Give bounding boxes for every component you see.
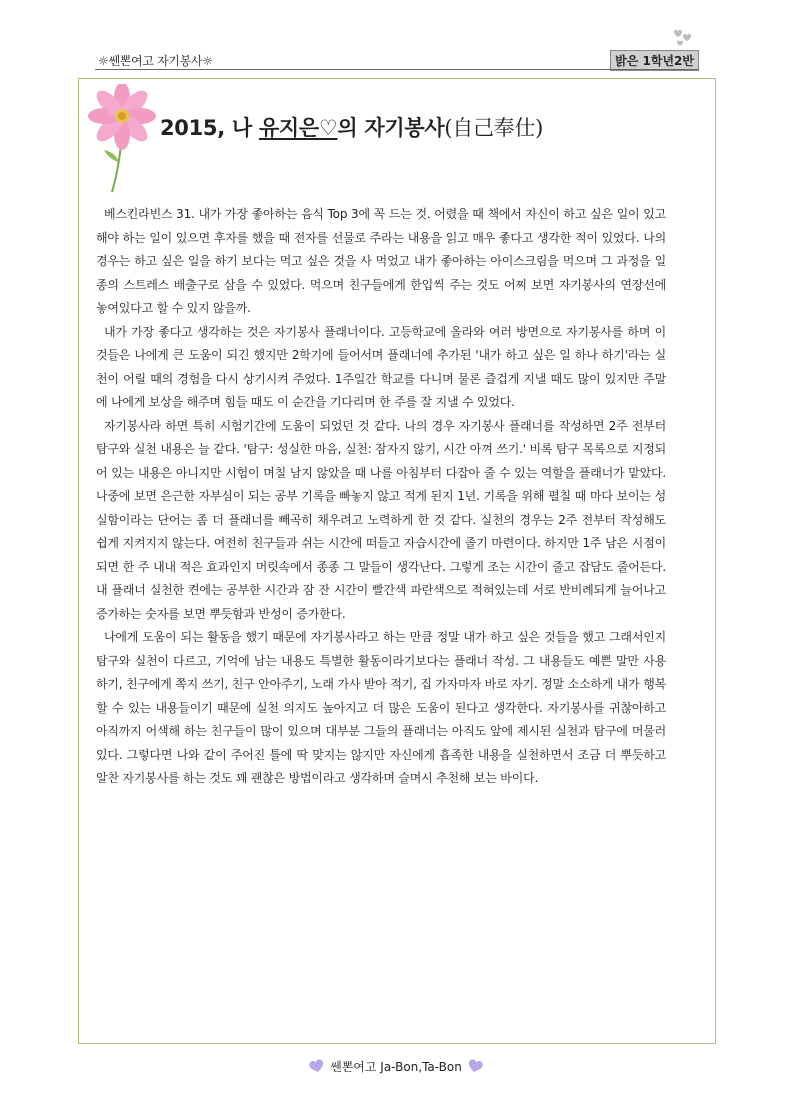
- title-suffix: 의 자기봉사: [337, 116, 445, 140]
- paragraph: 베스킨라빈스 31. 내가 가장 좋아하는 음식 Top 3에 꼭 드는 것. 어렸을 때 책에서 자신이 하고 싶은 일이 있고 해야 하는 일이 있으면 후자를 했을 때 전자를 선물로 주라는 내용을 읽고 매우 좋다고 생각한 적이 있었다. 나의 경우는 하고 싶은 일을 하기 보다는 먹고 싶은 것을 사 먹었고 내가 좋아하는 아이스크림을 먹으며 그 과정을 일종의 스트레스 배출구로 삼을 수 있었다. 먹으며 친구들에게 한입씩 주는 것도 어찌 보면 자기봉사의 연장선에 놓여있다고 할 수 있지 않을까.: [96, 207, 667, 315]
- heart-icon: [466, 1059, 484, 1075]
- cosmos-flower-icon: [82, 84, 162, 198]
- paragraph: 내가 가장 좋다고 생각하는 것은 자기봉사 플래너이다. 고등학교에 올라와 여러 방면으로 자기봉사를 하며 이것들은 나에게 큰 도움이 되긴 했지만 2학기에 들어서며 플래너에 추가된 '내가 하고 싶은 일 하나 하기'라는 실천이 어릴 때의 경험을 다시 상기시켜 주었다. 1주일간 학교를 다니며 물론 즐겁게 지낼 때도 많이 있지만 주말에 나에게 보상을 해주며 힘들 때도 이 순간을 기다리며 한 주를 잘 지낼 수 있었다.: [96, 324, 666, 409]
- essay-body: [96, 203, 666, 791]
- class-badge: 밝은 1학년2반: [610, 50, 699, 71]
- footer: [0, 1058, 792, 1075]
- title-prefix: 2015, 나: [160, 116, 259, 140]
- paragraph: 나에게 도움이 되는 활동을 했기 때문에 자기봉사라고 하는 만큼 정말 내가 하고 싶은 것들을 했고 그래서인지 탐구와 실천이 다르고, 기억에 남는 내용도 특별한 활동이라기보다는 플래너 작성. 그 내용들도 예쁜 말만 사용하기, 친구에게 쪽지 쓰기, 친구 안아주기, 노래 가사 받아 적기, 집 가자마자 바로 자기. 정말 소소하게 내가 행복할 수 있는 내용들이기 때문에 실천 의지도 높아지고 더 많은 도움이 된다고 생각한다. 자기봉사를 귀찮아하고 아직까지 어색해 하는 친구들이 많이 있으며 대부분 그들의 플래너는 아직도 앞에 제시된 실천과 탐구에 머물러있다. 그렇다면 나와 같이 주어진 틀에 딱 맞지는 않지만 자신에게 흡족한 내용을 실천하면서 조금 더 뿌듯하고 알찬 자기봉사를 하는 것도 꽤 괜찮은 방법이라고 생각하며 슬며시 추천해 보는 바이다.: [96, 630, 667, 785]
- header-school-title: ☼쎈뽄여고 자기봉사☼: [98, 54, 213, 68]
- footer-text: 쎈뽄여고 Ja-Bon,Ta-Bon: [330, 1060, 462, 1074]
- page-title: [160, 112, 543, 142]
- title-hanja: (自己奉仕): [444, 116, 543, 140]
- title-name: 유지은♡: [258, 116, 338, 140]
- heart-icon: [308, 1059, 326, 1075]
- paragraph: 자기봉사라 하면 특히 시험기간에 도움이 되었던 것 같다. 나의 경우 자기봉사 플래너를 작성하면 2주 전부터 탐구와 실천 내용은 늘 같다. '탐구: 성실한 마음, 실천: 잠자지 않기, 시간 아껴 쓰기.' 비록 탐구 목록으로 지정되어 있는 내용은 아니지만 시험이 며칠 남지 않았을 때 나를 아침부터 다잡아 줄 수 있는 역할을 플래너가 맡았다. 나중에 보면 은근한 자부심이 되는 공부 기록을 빠놓지 않고 적게 된지 1년. 기록을 위해 펼칠 때 마다 보이는 성실함이라는 단어는 좀 더 플래너를 빼곡히 채우려고 노력하게 한 것 같다. 실천의 경우는 2주 전부터 작성해도 쉽게 지켜지지 않는다. 여전히 친구들과 쉬는 시간에 떠들고 자습시간에 졸기 마련이다. 하지만 1주 남은 시점이 되면 한 주 내내 적은 효과인지 머릿속에서 종종 그 말들이 생각난다. 그렇게 조는 시간이 줄고 잡담도 줄어든다. 내 플래너 실천한 켠에는 공부한 시간과 잠 잔 시간이 빨간색 파란색으로 적혀있는데 서로 반비례되게 늘어나고 증가하는 숫자를 보면 뿌듯함과 반성이 증가한다.: [96, 418, 666, 621]
- header-divider: [95, 69, 699, 70]
